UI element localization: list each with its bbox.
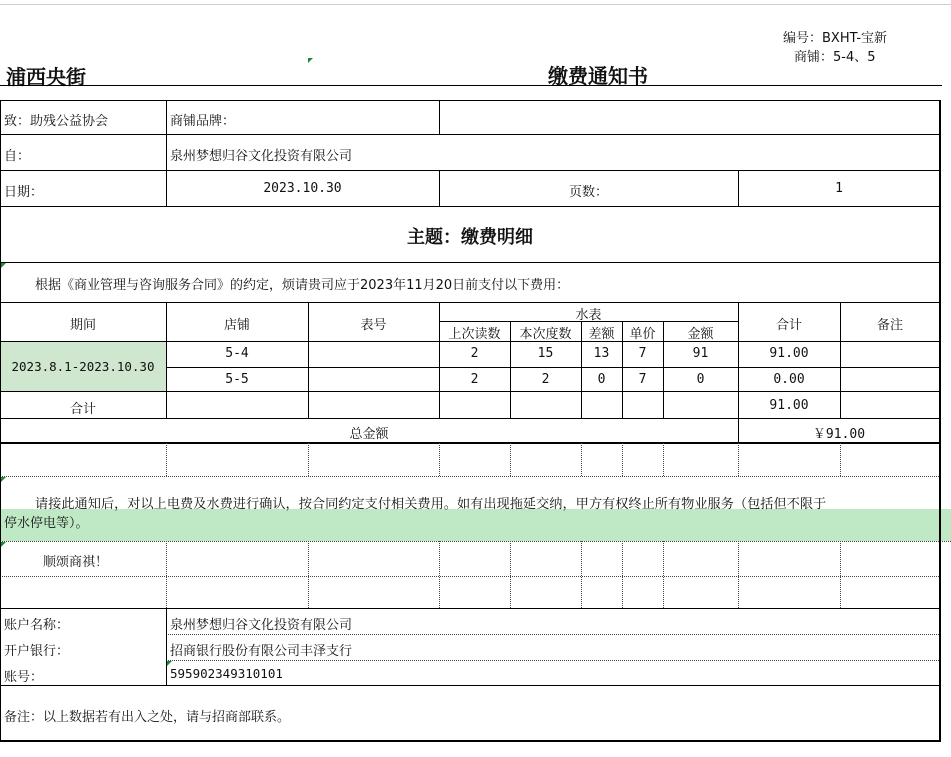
header-shop: 店铺: [223, 318, 250, 333]
dotted-gridline: [166, 660, 941, 661]
account-name-value: 泉州梦想归谷文化投资有限公司: [170, 618, 353, 633]
date-value: 2023.10.30: [263, 181, 342, 196]
dotted-gridline: [581, 541, 582, 608]
header-total: 合计: [775, 318, 802, 333]
dotted-gridline: [840, 541, 841, 608]
grid-line: [0, 262, 941, 263]
cell-comment-marker: [308, 58, 313, 63]
shop-numbers: 商铺：5-4、5: [794, 50, 876, 65]
dotted-gridline: [510, 443, 511, 476]
subject-heading: 主题：缴费明细: [407, 227, 533, 248]
cell-comment-marker: [1, 542, 6, 547]
row1-amount: 91: [692, 346, 709, 361]
grid-line: [0, 442, 1, 742]
dotted-gridline: [840, 443, 841, 476]
header-meter-no: 表号: [360, 318, 387, 333]
dotted-gridline: [510, 541, 511, 608]
dotted-gridline: [0, 541, 951, 542]
dotted-gridline: [738, 443, 739, 476]
grid-line: [0, 608, 941, 609]
row2-diff: 0: [597, 372, 606, 387]
dotted-gridline: [663, 443, 664, 476]
row1-price: 7: [638, 346, 647, 361]
document-code: 编号：BXHT-宝新: [783, 31, 888, 46]
dotted-gridline: [166, 634, 941, 635]
grid-line: [0, 302, 941, 303]
sheet-top-gridline: [0, 4, 951, 5]
account-number-value: 595902349310101: [170, 666, 283, 681]
pages-value: 1: [835, 181, 843, 196]
company-name: 浦西央街: [6, 65, 86, 89]
row2-price: 7: [638, 372, 647, 387]
pages-label: 页数：: [568, 185, 608, 200]
dotted-gridline: [663, 541, 664, 608]
period-value: 2023.8.1-2023.10.30: [11, 359, 155, 374]
grid-line: [166, 367, 941, 368]
brand-label: 商铺品牌：: [170, 114, 236, 129]
row2-total: 0.00: [773, 372, 805, 387]
grid-line: [0, 100, 941, 101]
header-prev-reading: 上次读数: [448, 327, 501, 342]
grid-line: [166, 608, 167, 685]
intro-text: 根据《商业管理与咨询服务合同》的约定，烦请贵司应于2023年11月20日前支付以下费用：: [35, 278, 570, 293]
row2-prev: 2: [470, 372, 479, 387]
dotted-gridline: [308, 443, 309, 476]
regards-text: 顺颂商祺！: [43, 555, 109, 570]
grid-line: [439, 100, 440, 134]
row1-prev: 2: [470, 346, 479, 361]
header-period: 期间: [69, 318, 96, 333]
row2-amount: 0: [696, 372, 705, 387]
header-note: 备注: [876, 318, 903, 333]
sender-value: 泉州梦想归谷文化投资有限公司: [170, 149, 353, 164]
grand-total-value: ￥91.00: [812, 427, 866, 442]
grid-line: [0, 391, 941, 392]
dotted-gridline: [738, 541, 739, 608]
row1-diff: 13: [593, 346, 610, 361]
dotted-gridline: [439, 443, 440, 476]
header-curr-reading: 本次度数: [519, 327, 572, 342]
header-diff: 差额: [588, 327, 615, 342]
grid-line: [0, 418, 941, 419]
row2-curr: 2: [541, 372, 550, 387]
dotted-gridline: [0, 476, 941, 477]
sender-label: 自：: [4, 149, 31, 164]
sum-value: 91.00: [769, 398, 809, 413]
sum-label: 合计: [69, 402, 96, 417]
grid-line-thick: [0, 740, 941, 742]
dotted-gridline: [0, 576, 941, 577]
row1-curr: 15: [537, 346, 554, 361]
header-water-meter: 水表: [575, 308, 602, 323]
grid-line: [0, 206, 941, 207]
account-name-label: 账户名称：: [4, 618, 70, 633]
dotted-gridline: [439, 541, 440, 608]
dotted-gridline: [166, 443, 167, 476]
grid-line: [0, 685, 941, 686]
grid-line-thick: [0, 442, 941, 444]
notice-row-fill: [0, 509, 951, 541]
grid-line: [0, 134, 941, 135]
grid-line: [0, 170, 941, 171]
dotted-gridline: [166, 541, 167, 608]
header-amount: 金额: [687, 327, 714, 342]
dotted-gridline: [622, 443, 623, 476]
header-unit-price: 单价: [629, 327, 656, 342]
row1-shop: 5-4: [225, 346, 249, 361]
cell-comment-marker: [1, 263, 6, 268]
notice-text-line2: 停水停电等）。: [4, 516, 89, 531]
row1-total: 91.00: [769, 346, 809, 361]
dotted-gridline: [308, 541, 309, 608]
grand-total-label: 总金额: [349, 427, 389, 442]
bank-label: 开户银行：: [4, 644, 70, 659]
date-label: 日期：: [4, 185, 44, 200]
title-underline: [0, 85, 942, 86]
document-title: 缴费通知书: [548, 64, 648, 88]
remark-text: 备注：以上数据若有出入之处，请与招商部联系。: [4, 710, 291, 725]
row2-shop: 5-5: [225, 372, 249, 387]
cell-comment-marker: [1, 477, 6, 482]
recipient-label: 致：助残公益协会: [4, 114, 109, 129]
notice-text-line1: 请接此通知后，对以上电费及水费进行确认，按合同约定支付相关费用。如有出现拖延交纳，甲方有权终止所有物业服务（包括但不限于: [35, 497, 827, 512]
dotted-gridline: [622, 541, 623, 608]
dotted-gridline: [581, 443, 582, 476]
grid-line-thick: [939, 100, 941, 742]
account-number-label: 账号：: [4, 670, 44, 685]
bank-value: 招商银行股份有限公司丰泽支行: [170, 644, 353, 659]
grid-line: [0, 100, 1, 442]
